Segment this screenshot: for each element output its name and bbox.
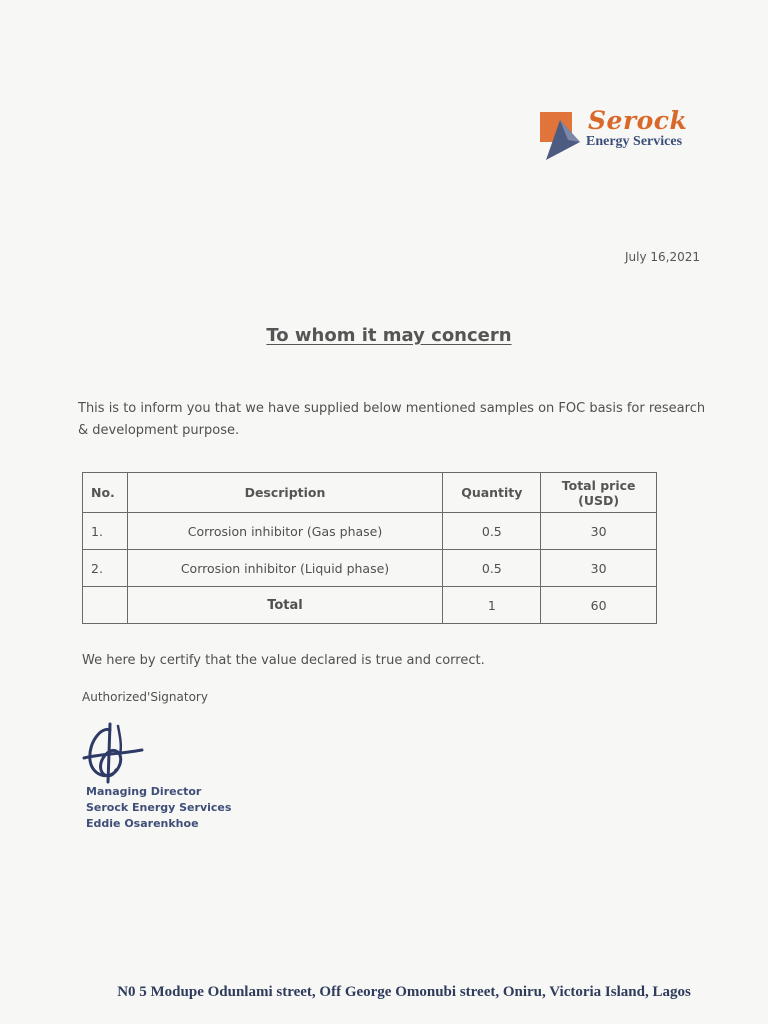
signature-image bbox=[80, 720, 150, 786]
table-total-row bbox=[83, 587, 657, 624]
header-quantity: Quantity bbox=[443, 473, 541, 513]
company-subtitle: Energy Services bbox=[586, 134, 683, 149]
signer-role: Managing Director bbox=[86, 785, 202, 798]
total-no-empty bbox=[83, 587, 128, 624]
signer-company: Serock Energy Services bbox=[86, 801, 232, 814]
letter-date: July 16,2021 bbox=[624, 250, 700, 264]
total-quantity: 1 bbox=[443, 587, 541, 624]
signer-block bbox=[86, 784, 231, 832]
row-quantity: 0.5 bbox=[443, 550, 541, 587]
row-description: Corrosion inhibitor (Gas phase) bbox=[127, 513, 443, 550]
header-price: Total price (USD) bbox=[541, 473, 657, 513]
intro-paragraph: This is to inform you that we have supplied below mentioned samples on FOC basis for research & development purpose. bbox=[78, 401, 706, 438]
header-description: Description bbox=[127, 473, 443, 513]
row-description: Corrosion inhibitor (Liquid phase) bbox=[127, 550, 443, 587]
total-label: Total bbox=[127, 587, 443, 624]
row-no: 1. bbox=[83, 513, 128, 550]
row-price: 30 bbox=[541, 513, 657, 550]
table-row bbox=[83, 513, 657, 550]
samples-table bbox=[82, 472, 657, 624]
total-price: 60 bbox=[541, 587, 657, 624]
table-header-row bbox=[83, 473, 657, 513]
company-logo bbox=[538, 106, 718, 166]
company-name: Serock bbox=[588, 106, 688, 135]
logo-mark-icon bbox=[538, 110, 586, 162]
company-address-footer: N0 5 Modupe Odunlami street, Off George Omonubi street, Oniru, Victoria Island, Lagos bbox=[117, 984, 691, 1000]
certification-text: We here by certify that the value declared is true and correct. bbox=[82, 653, 485, 668]
authorized-signatory-label: Authorized'Signatory bbox=[82, 690, 208, 704]
signer-name: Eddie Osarenkhoe bbox=[86, 817, 199, 830]
letter-title: To whom it may concern bbox=[266, 325, 512, 346]
row-quantity: 0.5 bbox=[443, 513, 541, 550]
row-no: 2. bbox=[83, 550, 128, 587]
row-price: 30 bbox=[541, 550, 657, 587]
table-row bbox=[83, 550, 657, 587]
header-no: No. bbox=[83, 473, 128, 513]
